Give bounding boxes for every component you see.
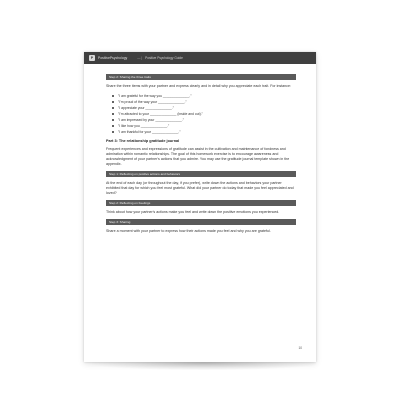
bullet-text: "I am thankful for your ______________.": [118, 130, 181, 134]
bullet-text: "I am grateful for the way you ______________.": [118, 94, 192, 98]
gratitude-bullet-list: [106, 93, 296, 135]
step1-text: At the end of each day (or throughout the day, if you prefer), write down the actions and behaviors your partner exhibited that day for which you feel most grateful. What did your partner do today that made you feel appreciated and loved?: [106, 181, 294, 195]
step3-text: Share a moment with your partner to express how their actions made you feel and why you are grateful.: [106, 229, 271, 233]
bullet-text: "I'm attracted to your ______________ (inside and out).": [118, 112, 203, 116]
bullet-text: "I'm proud of the way your ______________.": [118, 100, 187, 104]
bullet-dot-icon: [112, 95, 114, 97]
step1-heading-bar: Step 1: Reflecting on positive actions and behaviors: [106, 171, 296, 177]
step3-heading-bar: Step 3: Sharing: [106, 219, 296, 225]
brand-logo-icon: P: [90, 56, 94, 60]
page-number: 10: [298, 346, 302, 350]
bullet-dot-icon: [112, 107, 114, 109]
header-document-title: Positive Psychology Guide: [145, 56, 183, 60]
bullet-text: "I like how you ______________.": [118, 124, 170, 128]
document-page: [84, 52, 316, 362]
bullet-dot-icon: [112, 101, 114, 103]
page-content: [106, 74, 296, 238]
step2-heading-bar: Step 2: Sharing the three traits: [106, 74, 296, 80]
page-header: [84, 52, 316, 64]
step2b-text: Think about how your partner's actions make you feel and write down the positive emotions you experienced.: [106, 210, 280, 214]
bullet-dot-icon: [112, 119, 114, 121]
list-item: [106, 129, 296, 135]
step2b-heading-bar: Step 2: Reflecting on Feelings: [106, 200, 296, 206]
bullet-dot-icon: [112, 131, 114, 133]
header-separator: — |: [137, 56, 143, 60]
bullet-text: "I am impressed by your ______________.": [118, 118, 184, 122]
bullet-dot-icon: [112, 125, 114, 127]
step2-intro-text: Share the three items with your partner and express clearly and in detail why you appreciate each trait. For instance:: [106, 84, 291, 88]
brand-name: PositivePsychology: [98, 56, 128, 60]
bullet-dot-icon: [112, 113, 114, 115]
bullet-text: "I appreciate your ______________.": [118, 106, 174, 110]
part3-text: Frequent experiences and expressions of gratitude can assist in the cultivation and maintenance of fondness and admiration within romantic relationships. The goal of this homework exercise is to encourage awareness and acknowledgment of your partner's actions that you admire. You may use the gratitude journal template shown in the appendix.: [106, 147, 290, 166]
part3-title: Part 3: The relationship gratitude journal: [106, 139, 180, 143]
